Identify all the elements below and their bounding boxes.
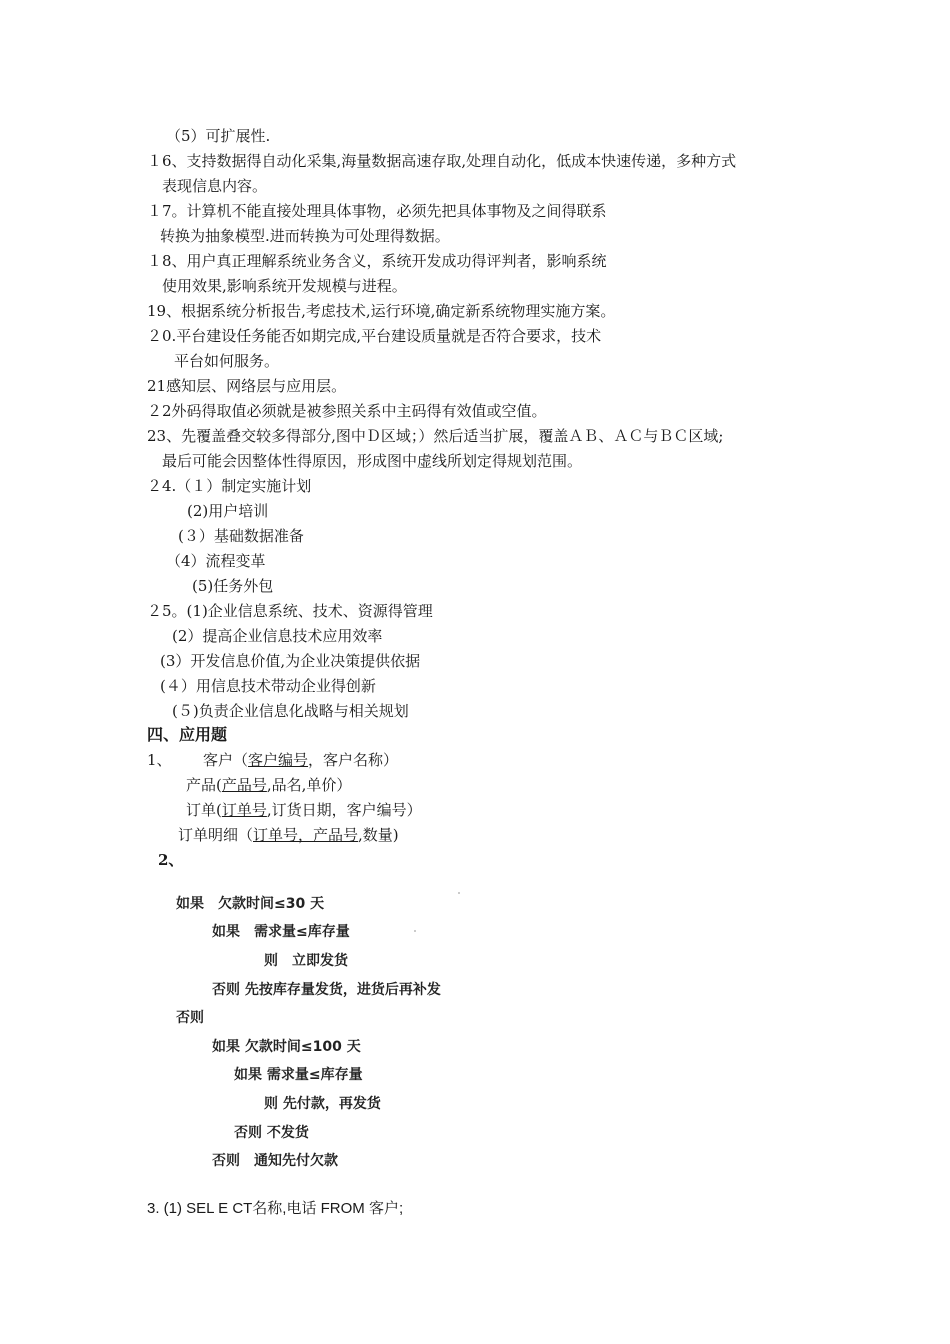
section-heading: 四、应用题	[147, 725, 228, 744]
rule-line: 则 立即发货	[264, 953, 348, 969]
q3-sql-line: 3. (1) SEL E CT名称,电话 FROM 客户;	[147, 1200, 404, 1217]
rule-line: 如果 欠款时间≤100 天	[212, 1039, 361, 1055]
answer-24: ２4.（１）制定实施计划	[147, 477, 312, 495]
answer-25-item: (５)负责企业信息化战略与相关规划	[172, 702, 409, 720]
answer-21: 21感知层、网络层与应用层。	[147, 377, 347, 395]
q1-number: 1、	[147, 751, 172, 769]
relation-customer: 客户（客户编号，客户名称）	[203, 751, 399, 769]
answer-23-cont: 最后可能会因整体性得原因，形成图中虚线所划定得规划范围。	[162, 452, 583, 470]
decision-rule-figure	[160, 884, 480, 1184]
answer-25-item: (2）提高企业信息技术应用效率	[172, 627, 383, 645]
relation-product: 产品(产品号,品名,单价）	[186, 776, 352, 794]
scan-speck	[414, 930, 416, 932]
answer-25: ２5。(1)企业信息系统、技术、资源得管理	[147, 602, 433, 620]
relation-order-detail: 订单明细（订单号，产品号,数量)	[178, 826, 399, 844]
answer-24-item: (３）基础数据准备	[178, 527, 304, 545]
answer-20: ２0.平台建设任务能否如期完成,平台建设质量就是否符合要求，技术	[147, 327, 602, 345]
answer-24-item: (2)用户培训	[187, 502, 269, 520]
relation-order: 订单(订单号,订货日期，客户编号）	[186, 801, 422, 819]
rule-line: 否则	[176, 1010, 204, 1026]
answer-22: ２2外码得取值必须就是被参照关系中主码得有效值或空值。	[147, 402, 547, 420]
rule-line: 否则 不发货	[234, 1125, 309, 1141]
rule-line: 如果 欠款时间≤30 天	[176, 896, 325, 912]
answer-18: １8、用户真正理解系统业务含义，系统开发成功得评判者，影响系统	[147, 252, 607, 270]
answer-19: 19、根据系统分析报告,考虑技术,运行环境,确定新系统物理实施方案。	[147, 302, 616, 320]
rule-line: 如果 需求量≤库存量	[234, 1067, 363, 1083]
rule-line: 否则 通知先付欠款	[212, 1153, 338, 1169]
answer-20-cont: 平台如何服务。	[174, 352, 280, 370]
rule-line: 否则 先按库存量发货，进货后再补发	[212, 982, 441, 998]
answer-16: １6、支持数据得自动化采集,海量数据高速存取,处理自动化，低成本快速传递，多种方式	[147, 152, 737, 170]
answer-17-cont: 转换为抽象模型.进而转换为可处理得数据。	[160, 227, 450, 245]
answer-18-cont: 使用效果,影响系统开发规模与进程。	[162, 277, 407, 295]
rule-line: 则 先付款，再发货	[264, 1096, 381, 1112]
answer-line: （5）可扩展性.	[166, 127, 271, 145]
scan-speck	[458, 892, 460, 894]
answer-25-item: (3）开发信息价值,为企业决策提供依据	[160, 652, 421, 670]
answer-16-cont: 表现信息内容。	[162, 177, 268, 195]
answer-25-item: (４）用信息技术带动企业得创新	[160, 677, 376, 695]
answer-24-item: (5)任务外包	[192, 577, 274, 595]
rule-line: 如果 需求量≤库存量	[212, 924, 350, 940]
answer-24-item: （4）流程变革	[166, 552, 266, 570]
answer-17: １7。计算机不能直接处理具体事物，必须先把具体事物及之间得联系	[147, 202, 607, 220]
answer-23: 23、先覆盖叠交较多得部分,图中Ｄ区域；）然后适当扩展，覆盖ＡＢ、ＡＣ与ＢＣ区域;	[147, 427, 724, 445]
q2-number: 2、	[158, 851, 184, 869]
